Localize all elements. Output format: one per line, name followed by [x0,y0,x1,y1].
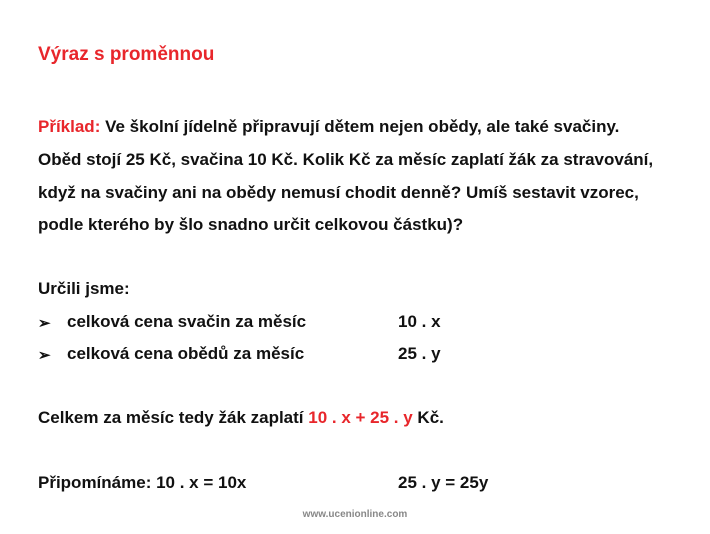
list-item-value: 25 . y [398,344,441,363]
arrow-bullet-icon: ➢ [38,315,51,332]
total-prefix: Celkem za měsíc tedy žák zaplatí [38,408,309,427]
example-line-3: když na svačiny ani na obědy nemusí chodit denně? Umíš sestavit vzorec, [38,183,639,202]
footer-url: www.ucenionline.com [302,509,408,520]
example-label: Příklad: [38,117,101,136]
example-line-4: podle kterého by šlo snadno určit celkovou částku)? [38,215,464,234]
page-title: Výraz s proměnnou [38,44,215,65]
reminder-label: Připomínáme: 10 . x = 10x [38,473,247,492]
arrow-bullet-icon: ➢ [38,347,51,364]
total-line [38,408,444,428]
list-item-label: celková cena obědů za měsíc [67,344,305,363]
example-line-2: Oběd stojí 25 Kč, svačina 10 Kč. Kolik Kč za měsíc zaplatí žák za stravování, [38,150,654,169]
total-expression: 10 . x + 25 . y [308,408,413,427]
example-line-1 [38,117,619,137]
reminder-value: 25 . y = 25y [398,473,489,492]
list-item-label: celková cena svačin za měsíc [67,312,307,331]
example-text-1: Ve školní jídelně připravují dětem nejen obědy, ale také svačiny. [100,117,620,136]
list-item-value: 10 . x [398,312,441,331]
determined-heading: Určili jsme: [38,279,130,298]
total-suffix: Kč. [412,408,444,427]
